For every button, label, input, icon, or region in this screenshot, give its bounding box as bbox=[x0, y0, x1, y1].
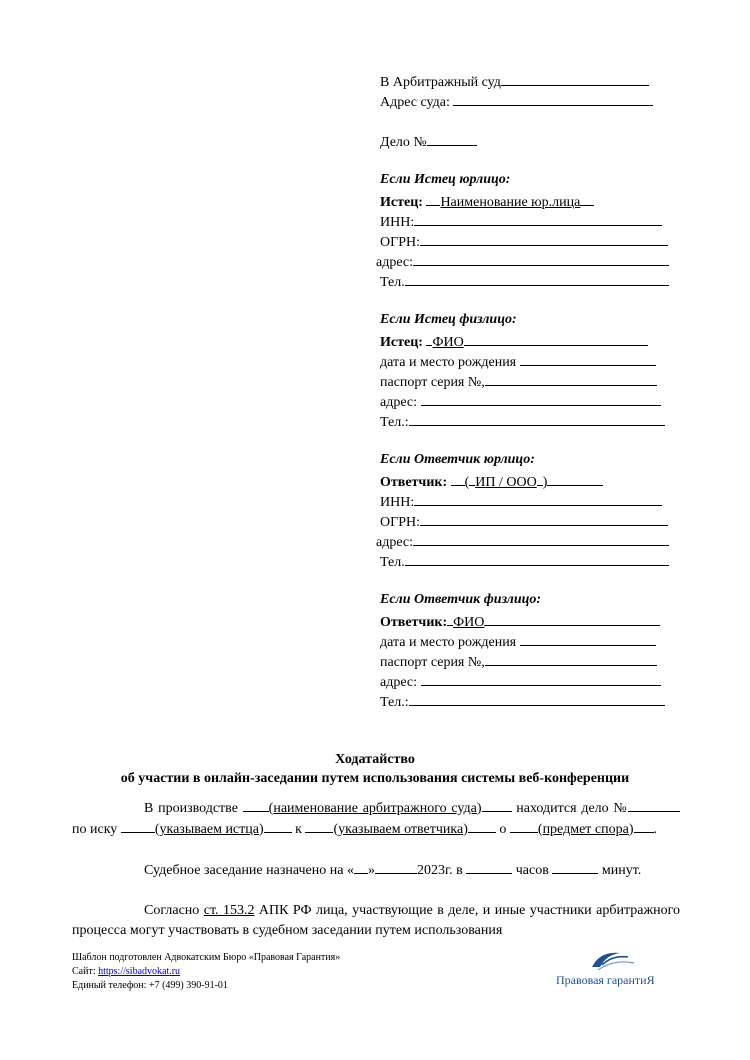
birth-blank[interactable] bbox=[520, 350, 656, 366]
plaintiff-legal-ogrn: ОГРН: bbox=[380, 235, 420, 250]
paragraph-case: В производстве (наименование арбитражного суда) находится дело № по иску (указываем истца) к (указываем ответчика) о (предмет спора) . bbox=[72, 798, 680, 840]
defendant-person-role: Ответчик: bbox=[380, 615, 448, 630]
plaintiff-person-birth: дата и место рождения bbox=[380, 355, 517, 370]
plaintiff-hint[interactable]: указываем истца bbox=[159, 822, 259, 837]
plaintiff-person-title: Если Истец физлицо: bbox=[380, 312, 517, 327]
defendant-legal-phone: Тел. bbox=[380, 555, 405, 570]
plaintiff-legal-address: адрес: bbox=[376, 255, 414, 270]
defendant-legal-name-hint[interactable]: ИП / ООО bbox=[475, 475, 537, 490]
defendant-person-address: адрес: bbox=[380, 675, 418, 690]
phone-blank[interactable] bbox=[405, 270, 669, 286]
ogrn-blank[interactable] bbox=[420, 230, 668, 246]
minutes-blank[interactable] bbox=[552, 860, 598, 874]
defendant-person-phone: Тел.: bbox=[380, 695, 409, 710]
court-name-hint[interactable]: наименование арбитражного суда bbox=[273, 801, 477, 816]
hours-blank[interactable] bbox=[466, 860, 512, 874]
court-address-blank[interactable] bbox=[453, 90, 653, 106]
court-label: В Арбитражный суд bbox=[380, 75, 501, 90]
ogrn-blank[interactable] bbox=[420, 510, 668, 526]
case-number-blank[interactable] bbox=[427, 130, 477, 146]
footer bbox=[72, 951, 340, 993]
defendant-legal-role: Ответчик: bbox=[380, 475, 448, 490]
plaintiff-person-address: адрес: bbox=[380, 395, 418, 410]
address-blank[interactable] bbox=[413, 250, 669, 266]
footer-phone: Единый телефон: +7 (499) 390-91-01 bbox=[72, 980, 228, 991]
plaintiff-legal-phone: Тел. bbox=[380, 275, 405, 290]
case-number-blank[interactable] bbox=[628, 798, 680, 812]
defendant-hint[interactable]: указываем ответчика bbox=[338, 822, 464, 837]
plaintiff-person-phone: Тел.: bbox=[380, 415, 409, 430]
plaintiff-legal-inn: ИНН: bbox=[380, 215, 415, 230]
passport-blank[interactable] bbox=[485, 370, 657, 386]
plaintiff-person-section bbox=[380, 310, 690, 430]
paragraph-hearing: Судебное заседание назначено на « » 2023г. в часов минут. bbox=[72, 860, 680, 881]
paragraph-law: Согласно ст. 153.2 АПК РФ лица, участвующие в деле, и иные участники арбитражного процесса могут участвовать в судебном заседании путем использования bbox=[72, 903, 681, 938]
brand-logo bbox=[556, 947, 666, 992]
law-link[interactable]: ст. 153.2 bbox=[203, 903, 255, 918]
court-address-label: Адрес суда: bbox=[380, 95, 450, 110]
case-label: Дело № bbox=[380, 135, 427, 150]
address-blank[interactable] bbox=[413, 530, 669, 546]
inn-blank[interactable] bbox=[414, 210, 662, 226]
month-blank[interactable] bbox=[375, 860, 417, 874]
plaintiff-legal-title: Если Истец юрлицо: bbox=[380, 172, 511, 187]
plaintiff-person-role: Истец: bbox=[380, 335, 423, 350]
day-blank[interactable] bbox=[354, 860, 368, 874]
defendant-person-passport: паспорт серия №, bbox=[380, 655, 485, 670]
defendant-legal-address: адрес: bbox=[376, 535, 414, 550]
plaintiff-legal-name-hint[interactable]: Наименование юр.лица bbox=[440, 195, 581, 210]
phone-blank[interactable] bbox=[409, 690, 665, 706]
passport-blank[interactable] bbox=[485, 650, 657, 666]
footer-template-note: Шаблон подготовлен Адвокатским Бюро «Правовая Гарантия» bbox=[72, 952, 341, 963]
address-blank[interactable] bbox=[421, 390, 661, 406]
footer-site-label: Сайт: bbox=[72, 966, 96, 977]
court-name-blank[interactable] bbox=[501, 70, 649, 86]
plaintiff-person-name-hint[interactable]: ФИО bbox=[432, 335, 464, 350]
defendant-person-title: Если Ответчик физлицо: bbox=[380, 592, 542, 607]
defendant-legal-ogrn: ОГРН: bbox=[380, 515, 420, 530]
defendant-legal-section: Если Ответчик юрлицо: Ответчик: ( ИП / ООО ) ИНН: ОГРН: адрес: Тел. bbox=[380, 450, 690, 570]
plaintiff-person-passport: паспорт серия №, bbox=[380, 375, 485, 390]
document-subtitle: об участии в онлайн-заседании путем использования системы веб-конференции bbox=[120, 771, 630, 786]
defendant-legal-inn: ИНН: bbox=[380, 495, 415, 510]
defendant-person-birth: дата и место рождения bbox=[380, 635, 517, 650]
addressee-block bbox=[376, 70, 690, 710]
logo-swoosh-icon bbox=[556, 947, 666, 975]
plaintiff-legal-section bbox=[376, 170, 690, 290]
footer-site-link[interactable]: https://sibadvokat.ru bbox=[98, 966, 181, 977]
document-title: Ходатайство bbox=[335, 752, 415, 767]
logo-text: Правовая гарантиЯ bbox=[556, 973, 655, 987]
subject-hint[interactable]: предмет спора bbox=[542, 822, 629, 837]
defendant-person-section bbox=[380, 590, 690, 710]
plaintiff-legal-role: Истец: bbox=[380, 195, 423, 210]
phone-blank[interactable] bbox=[405, 550, 669, 566]
defendant-legal-title: Если Ответчик юрлицо: bbox=[380, 452, 535, 467]
phone-blank[interactable] bbox=[409, 410, 665, 426]
defendant-person-name-hint[interactable]: ФИО bbox=[453, 615, 485, 630]
birth-blank[interactable] bbox=[520, 630, 656, 646]
inn-blank[interactable] bbox=[414, 490, 662, 506]
address-blank[interactable] bbox=[421, 670, 661, 686]
document-body bbox=[72, 798, 680, 941]
